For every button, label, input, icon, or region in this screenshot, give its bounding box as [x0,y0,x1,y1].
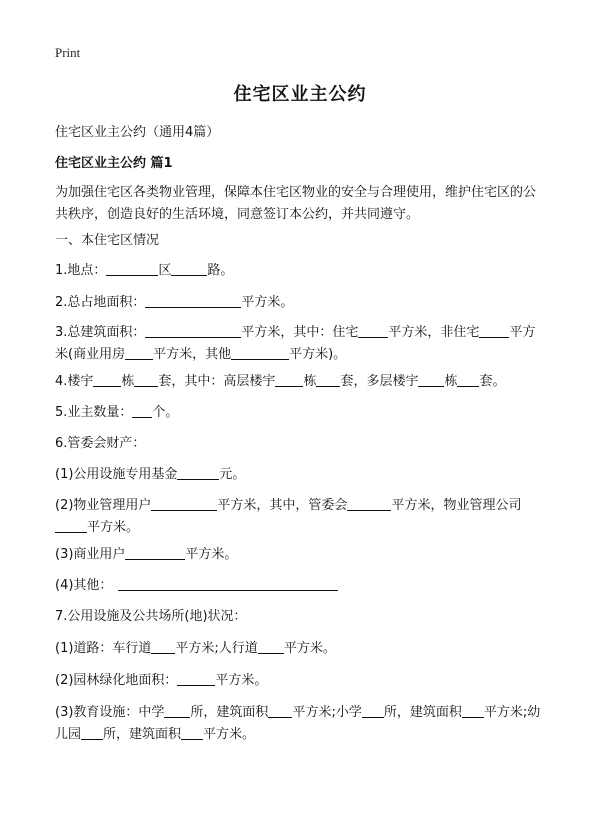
blank-field [151,496,217,511]
item-label: 4.楼宇 [55,374,94,389]
blank-field [118,576,338,591]
item-label: 1.地点： [55,263,107,278]
blank-field [316,372,340,387]
item-text: 平方米。 [87,520,140,535]
page-title: 住宅区业主公约 [233,84,367,105]
item-text: 个。 [152,405,179,420]
item-label: 5.业主数量： [55,405,133,420]
item-text: 套。 [479,374,506,389]
item-label: (4)其他： [55,578,113,593]
item-text: 所，建筑面积 [190,705,269,720]
section-heading: 住宅区业主公约 篇1 [55,156,173,171]
item-green-area [55,670,267,692]
item-roads [55,638,336,660]
blank-field [164,703,190,718]
item-location [55,260,233,282]
blank-field [55,518,87,533]
item-text: 平方米;人行道 [175,641,258,656]
item-text: 所，建筑面积 [383,705,462,720]
item-text: 平方米。 [185,547,238,562]
blank-field [258,639,284,654]
blank-field [358,323,388,338]
item-public-fund [55,464,245,486]
blank-field [171,261,207,276]
item-text: 平方米;小学 [292,705,362,720]
item-text: 平方米，其中：住宅 [241,325,359,340]
item-text: 平方米，其中，管委会 [217,498,348,513]
blank-field [347,496,391,511]
blank-field [268,703,292,718]
item-text: 平方米，物业管理公司 [391,498,522,513]
blank-field [134,372,158,387]
blank-field [81,725,103,740]
blank-field [145,323,241,338]
document-subtitle: 住宅区业主公约（通用4篇） [55,125,220,140]
blank-field [362,703,384,718]
item-label: 3.总建筑面积： [55,325,146,340]
item-building-area [55,322,545,366]
item-text: 平方米。 [241,295,294,310]
item-label: (2)园林绿化地面积： [55,673,178,688]
blank-field [132,403,152,418]
blank-field [479,323,509,338]
item-text: 平方米。 [283,641,336,656]
blank-field [231,345,289,360]
heading-situation: 一、本住宅区情况 [55,233,160,248]
item-buildings [55,371,506,393]
blank-field [181,725,203,740]
item-text: 平方米。 [203,727,256,742]
item-label: 2.总占地面积： [55,295,146,310]
item-other [55,575,338,597]
item-text: 元。 [219,467,246,482]
intro-paragraph: 为加强住宅区各类物业管理，保障本住宅区物业的安全与合理使用，维护住宅区的公共秩序，创造良好的生活环境，同意签订本公约，并共同遵守。 [55,185,537,222]
blank-field [106,261,158,276]
blank-field [151,639,175,654]
item-text: 栋 [303,374,317,389]
blank-field [462,703,484,718]
blank-field [418,372,444,387]
item-commercial-use [55,544,237,566]
item-label: (1)道路：车行道 [55,641,152,656]
item-owners [55,402,178,424]
item-text: 栋 [121,374,135,389]
print-link[interactable]: Print [55,45,81,60]
item-label: (2)物业管理用户 [55,498,152,513]
item-text: 平方米;幼儿园 [55,705,541,742]
item-text: 平方米。 [215,673,268,688]
blank-field [177,671,215,686]
item-text: 栋 [444,374,458,389]
item-text: 区 [158,263,172,278]
blank-field [145,293,241,308]
item-text: 套，多层楼宇 [340,374,419,389]
item-committee-assets: 6.管委会财产： [55,436,146,451]
item-text: 平方米(商业用房 [55,325,536,362]
item-text: 平方米，其他 [153,347,232,362]
item-label: (3)教育设施：中学 [55,705,165,720]
item-label: (3)商业用户 [55,547,126,562]
blank-field [125,345,153,360]
item-label: (1)公用设施专用基金 [55,467,178,482]
blank-field [457,372,479,387]
item-text: 平方米)。 [289,347,347,362]
item-text: 路。 [207,263,234,278]
item-text: 平方米，非住宅 [388,325,480,340]
item-education [55,702,545,746]
item-text: 所，建筑面积 [103,727,182,742]
item-land-area [55,292,293,314]
item-text: 套，其中：高层楼宇 [158,374,276,389]
blank-field [93,372,121,387]
blank-field [177,465,219,480]
blank-field [275,372,303,387]
item-public-facilities: 7.公用设施及公共场所(地)状况： [55,609,247,624]
item-management-use [55,495,545,539]
blank-field [125,545,185,560]
